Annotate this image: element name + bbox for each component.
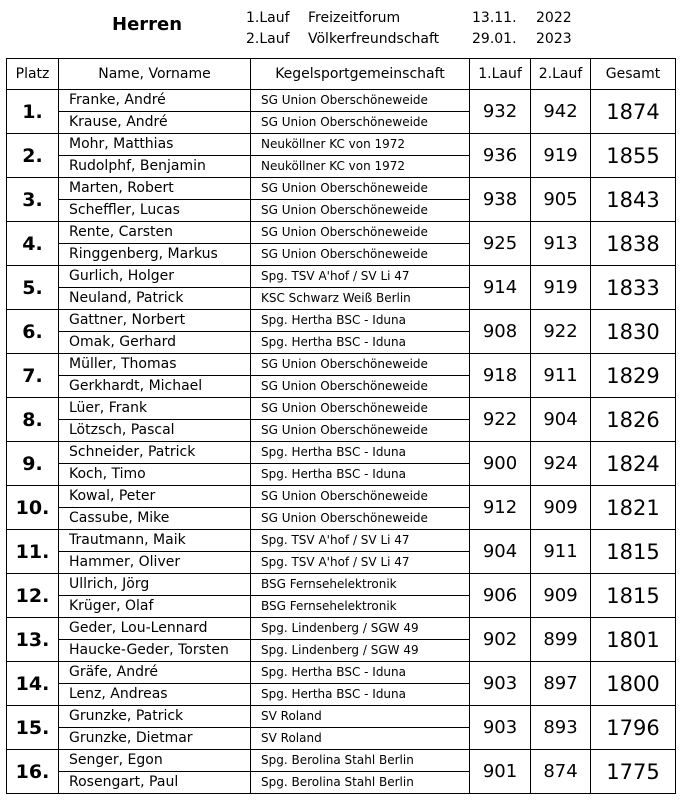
lauf2-score: 904 xyxy=(531,398,591,442)
lauf2-score: 909 xyxy=(531,486,591,530)
run-1-label: 1.Lauf xyxy=(246,10,290,26)
place-cell: 4. xyxy=(7,222,59,266)
player-name: Gattner, Norbert xyxy=(59,310,251,332)
col-header-total: Gesamt xyxy=(591,59,676,90)
player-name: Geder, Lou-Lennard xyxy=(59,618,251,640)
table-header-row xyxy=(7,59,676,90)
place-cell: 10. xyxy=(7,486,59,530)
player-name: Franke, André xyxy=(59,90,251,112)
player-club: SG Union Oberschöneweide xyxy=(251,200,470,222)
player-name: Kowal, Peter xyxy=(59,486,251,508)
player-club: SG Union Oberschöneweide xyxy=(251,90,470,112)
lauf2-score: 911 xyxy=(531,530,591,574)
table-row xyxy=(7,662,676,684)
player-club: Spg. Hertha BSC - Iduna xyxy=(251,310,470,332)
run-2-year: 2023 xyxy=(536,31,572,47)
table-row xyxy=(7,618,676,640)
player-club: SG Union Oberschöneweide xyxy=(251,486,470,508)
player-club: Spg. Hertha BSC - Iduna xyxy=(251,662,470,684)
lauf2-score: 911 xyxy=(531,354,591,398)
player-club: SG Union Oberschöneweide xyxy=(251,508,470,530)
player-name: Ringgenberg, Markus xyxy=(59,244,251,266)
lauf1-score: 914 xyxy=(470,266,531,310)
col-header-lauf1: 1.Lauf xyxy=(470,59,531,90)
lauf1-score: 906 xyxy=(470,574,531,618)
player-club: BSG Fernsehelektronik xyxy=(251,574,470,596)
place-cell: 11. xyxy=(7,530,59,574)
total-score: 1826 xyxy=(591,398,676,442)
player-name: Krause, André xyxy=(59,112,251,134)
player-club: Spg. Hertha BSC - Iduna xyxy=(251,684,470,706)
place-cell: 8. xyxy=(7,398,59,442)
player-club: BSG Fernsehelektronik xyxy=(251,596,470,618)
table-row xyxy=(7,222,676,244)
results-body xyxy=(7,90,676,794)
player-club: Spg. Hertha BSC - Iduna xyxy=(251,332,470,354)
lauf1-score: 932 xyxy=(470,90,531,134)
player-name: Schneider, Patrick xyxy=(59,442,251,464)
player-name: Rosengart, Paul xyxy=(59,772,251,794)
lauf2-score: 899 xyxy=(531,618,591,662)
player-name: Marten, Robert xyxy=(59,178,251,200)
player-name: Grunzke, Dietmar xyxy=(59,728,251,750)
table-row xyxy=(7,398,676,420)
total-score: 1815 xyxy=(591,530,676,574)
player-club: Spg. Lindenberg / SGW 49 xyxy=(251,640,470,662)
place-cell: 6. xyxy=(7,310,59,354)
player-name: Cassube, Mike xyxy=(59,508,251,530)
player-club: Spg. TSV A'hof / SV Li 47 xyxy=(251,552,470,574)
run-2-date: 29.01. xyxy=(472,31,517,47)
total-score: 1800 xyxy=(591,662,676,706)
lauf2-score: 874 xyxy=(531,750,591,794)
total-score: 1824 xyxy=(591,442,676,486)
place-cell: 2. xyxy=(7,134,59,178)
player-club: SG Union Oberschöneweide xyxy=(251,376,470,398)
player-club: SG Union Oberschöneweide xyxy=(251,354,470,376)
run-1-year: 2022 xyxy=(536,10,572,26)
table-row xyxy=(7,354,676,376)
table-row xyxy=(7,486,676,508)
player-name: Gurlich, Holger xyxy=(59,266,251,288)
player-name: Haucke-Geder, Torsten xyxy=(59,640,251,662)
player-club: KSC Schwarz Weiß Berlin xyxy=(251,288,470,310)
lauf2-score: 909 xyxy=(531,574,591,618)
lauf1-score: 925 xyxy=(470,222,531,266)
player-club: Spg. TSV A'hof / SV Li 47 xyxy=(251,266,470,288)
lauf2-score: 942 xyxy=(531,90,591,134)
player-club: SG Union Oberschöneweide xyxy=(251,420,470,442)
player-name: Mohr, Matthias xyxy=(59,134,251,156)
player-name: Ullrich, Jörg xyxy=(59,574,251,596)
player-name: Scheffler, Lucas xyxy=(59,200,251,222)
table-row xyxy=(7,442,676,464)
total-score: 1796 xyxy=(591,706,676,750)
player-name: Grunzke, Patrick xyxy=(59,706,251,728)
place-cell: 14. xyxy=(7,662,59,706)
player-name: Trautmann, Maik xyxy=(59,530,251,552)
player-name: Müller, Thomas xyxy=(59,354,251,376)
lauf1-score: 938 xyxy=(470,178,531,222)
col-header-club: Kegelsportgemeinschaft xyxy=(251,59,470,90)
player-name: Senger, Egon xyxy=(59,750,251,772)
lauf2-score: 897 xyxy=(531,662,591,706)
player-name: Gräfe, André xyxy=(59,662,251,684)
place-cell: 7. xyxy=(7,354,59,398)
player-name: Lenz, Andreas xyxy=(59,684,251,706)
lauf2-score: 893 xyxy=(531,706,591,750)
player-club: Spg. Hertha BSC - Iduna xyxy=(251,442,470,464)
player-club: SV Roland xyxy=(251,728,470,750)
lauf1-score: 903 xyxy=(470,706,531,750)
player-name: Krüger, Olaf xyxy=(59,596,251,618)
player-club: SG Union Oberschöneweide xyxy=(251,398,470,420)
player-club: Spg. Berolina Stahl Berlin xyxy=(251,750,470,772)
lauf1-score: 900 xyxy=(470,442,531,486)
total-score: 1815 xyxy=(591,574,676,618)
run-2-label: 2.Lauf xyxy=(246,31,290,47)
lauf2-score: 922 xyxy=(531,310,591,354)
player-name: Koch, Timo xyxy=(59,464,251,486)
table-row xyxy=(7,266,676,288)
total-score: 1775 xyxy=(591,750,676,794)
total-score: 1874 xyxy=(591,90,676,134)
player-club: Spg. Lindenberg / SGW 49 xyxy=(251,618,470,640)
col-header-platz: Platz xyxy=(7,59,59,90)
total-score: 1821 xyxy=(591,486,676,530)
player-name: Omak, Gerhard xyxy=(59,332,251,354)
lauf2-score: 913 xyxy=(531,222,591,266)
place-cell: 16. xyxy=(7,750,59,794)
player-club: SV Roland xyxy=(251,706,470,728)
total-score: 1801 xyxy=(591,618,676,662)
player-club: Neuköllner KC von 1972 xyxy=(251,134,470,156)
run-1-date: 13.11. xyxy=(472,10,517,26)
player-name: Neuland, Patrick xyxy=(59,288,251,310)
player-club: Spg. Hertha BSC - Iduna xyxy=(251,464,470,486)
run-2-venue: Völkerfreundschaft xyxy=(308,31,440,47)
player-club: Spg. Berolina Stahl Berlin xyxy=(251,772,470,794)
total-score: 1855 xyxy=(591,134,676,178)
table-row xyxy=(7,574,676,596)
lauf1-score: 903 xyxy=(470,662,531,706)
total-score: 1838 xyxy=(591,222,676,266)
place-cell: 13. xyxy=(7,618,59,662)
lauf2-score: 919 xyxy=(531,134,591,178)
lauf1-score: 912 xyxy=(470,486,531,530)
table-row xyxy=(7,134,676,156)
total-score: 1843 xyxy=(591,178,676,222)
col-header-lauf2: 2.Lauf xyxy=(531,59,591,90)
lauf1-score: 922 xyxy=(470,398,531,442)
lauf1-score: 918 xyxy=(470,354,531,398)
place-cell: 9. xyxy=(7,442,59,486)
place-cell: 1. xyxy=(7,90,59,134)
lauf1-score: 936 xyxy=(470,134,531,178)
place-cell: 5. xyxy=(7,266,59,310)
lauf2-score: 905 xyxy=(531,178,591,222)
player-club: SG Union Oberschöneweide xyxy=(251,222,470,244)
player-club: Neuköllner KC von 1972 xyxy=(251,156,470,178)
place-cell: 15. xyxy=(7,706,59,750)
player-name: Rudolphf, Benjamin xyxy=(59,156,251,178)
place-cell: 12. xyxy=(7,574,59,618)
lauf1-score: 908 xyxy=(470,310,531,354)
total-score: 1830 xyxy=(591,310,676,354)
table-row xyxy=(7,310,676,332)
lauf2-score: 919 xyxy=(531,266,591,310)
table-row xyxy=(7,90,676,112)
player-name: Rente, Carsten xyxy=(59,222,251,244)
player-club: SG Union Oberschöneweide xyxy=(251,244,470,266)
lauf1-score: 901 xyxy=(470,750,531,794)
table-row xyxy=(7,178,676,200)
col-header-name: Name, Vorname xyxy=(59,59,251,90)
results-table xyxy=(6,58,676,794)
table-row xyxy=(7,706,676,728)
player-club: Spg. TSV A'hof / SV Li 47 xyxy=(251,530,470,552)
player-name: Hammer, Oliver xyxy=(59,552,251,574)
table-row xyxy=(7,750,676,772)
total-score: 1833 xyxy=(591,266,676,310)
table-row xyxy=(7,530,676,552)
page-title: Herren xyxy=(112,14,183,35)
run-1-venue: Freizeitforum xyxy=(308,10,401,26)
player-name: Lötzsch, Pascal xyxy=(59,420,251,442)
lauf1-score: 902 xyxy=(470,618,531,662)
total-score: 1829 xyxy=(591,354,676,398)
lauf2-score: 924 xyxy=(531,442,591,486)
lauf1-score: 904 xyxy=(470,530,531,574)
player-club: SG Union Oberschöneweide xyxy=(251,178,470,200)
player-club: SG Union Oberschöneweide xyxy=(251,112,470,134)
player-name: Lüer, Frank xyxy=(59,398,251,420)
place-cell: 3. xyxy=(7,178,59,222)
player-name: Gerkhardt, Michael xyxy=(59,376,251,398)
